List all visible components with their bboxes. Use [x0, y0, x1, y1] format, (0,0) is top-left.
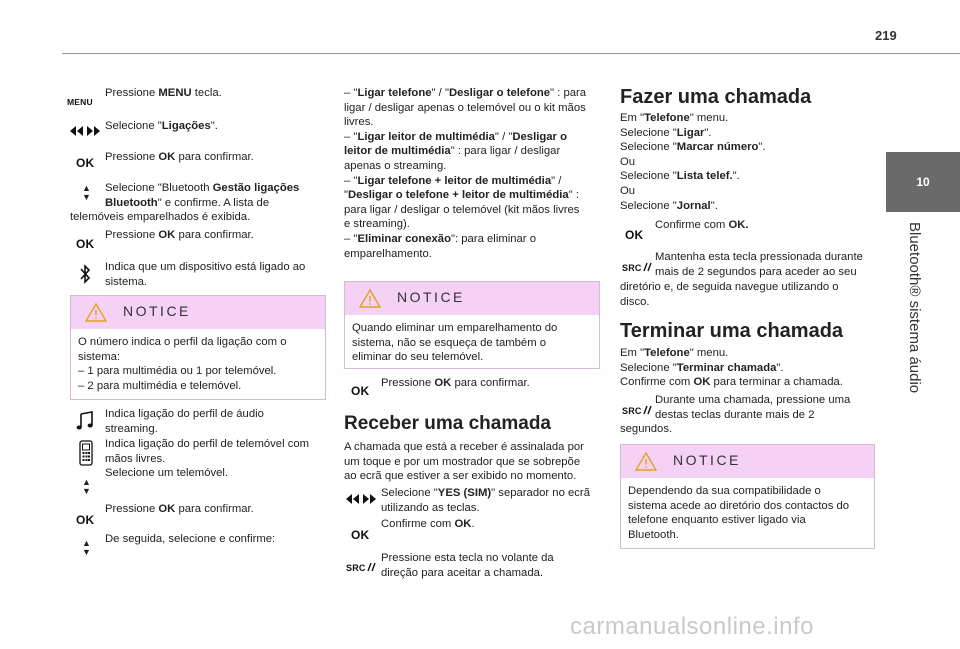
- receive-steering-key: Pressione esta tecla no volante da direção para aceitar a chamada.: [381, 552, 554, 579]
- receive-confirm: Confirme com OK.: [381, 518, 475, 530]
- ok-key-icon: OK: [76, 237, 95, 251]
- end-call-steps: Em "Telefone" menu. Selecione "Terminar chamada". Confirme com OK para terminar a chamada.: [620, 347, 843, 389]
- warning-icon: [359, 288, 381, 308]
- bluetooth-connected-note: Indica que um dispositivo está ligado ao sistema.: [105, 261, 306, 288]
- make-call-directory-hint: Mantenha esta tecla pressionada durante mais de 2 segundos para aceder ao seu: [655, 251, 863, 278]
- notice-label: NOTICE: [123, 303, 191, 319]
- step-confirm-2: Pressione OK para confirmar.: [105, 229, 254, 241]
- phone-icon: [79, 440, 93, 466]
- receive-call-heading: Receber uma chamada: [344, 413, 551, 434]
- audio-streaming-profile-note: Indica ligação do perfil de áudio streaming.: [105, 408, 264, 435]
- step-bluetooth-list-text: telemóveis emparelhados é exibida.: [70, 211, 251, 223]
- arrow-keys-icon: [346, 493, 376, 505]
- up-down-icon: ▲ ▼: [82, 477, 91, 496]
- src-key-icon: SRC: [622, 261, 652, 276]
- chapter-title: Bluetooth® sistema áudio: [906, 222, 923, 394]
- src-key-icon: SRC: [346, 561, 376, 576]
- step-confirm-3: Pressione OK para confirmar.: [105, 503, 254, 515]
- notice-label: NOTICE: [673, 452, 741, 468]
- step-select-ligacoes: Selecione "Ligações".: [105, 120, 218, 132]
- make-call-directory-hint-cont: diretório e, de seguida navegue utilizando o disco.: [620, 281, 839, 308]
- receive-select-yes: Selecione "YES (SIM)" separador no ecrã utilizando as teclas.: [381, 487, 590, 514]
- end-call-heading: Terminar uma chamada: [620, 320, 844, 342]
- ok-key-icon: OK: [76, 513, 95, 527]
- bluetooth-icon: [79, 263, 91, 285]
- make-call-confirm: Confirme com OK.: [655, 219, 749, 231]
- ok-key-icon: OK: [76, 156, 95, 170]
- step-confirm-1: Pressione OK para confirmar.: [105, 151, 254, 163]
- notice-box-3: [620, 444, 875, 549]
- header-divider: [62, 53, 960, 54]
- step-select-confirm: De seguida, selecione e confirme:: [105, 533, 276, 545]
- end-call-key-hint-cont: segundos.: [620, 423, 673, 435]
- menu-key-icon: MENU: [67, 97, 93, 107]
- page-number: 219: [875, 28, 897, 43]
- music-note-icon: [76, 411, 94, 431]
- make-call-steps: Em "Telefone" menu. Selecione "Ligar". Selecione "Marcar número". Ou Selecione "Lista telef.". Ou Selecione "Jornal".: [620, 112, 766, 212]
- options-list: – "Ligar telefone" / "Desligar o telefone" : para ligar / desligar apenas o telemóvel ou o kit mãos livres. – "Ligar leitor de multimédia" / "Desligar o leitor de multimédia" : para ligar / desligar apenas o streaming. – "Ligar telefone + leitor de multimédia" / "Desligar o telefone + leitor de multimédia" : para ligar / desligar o telemóvel (kit mãos livres e streaming). – "Eliminar conexão": para eliminar o emparelhamento.: [344, 87, 587, 260]
- notice-box-1: [70, 295, 326, 400]
- notice-box-2: [344, 281, 600, 369]
- chapter-tab[interactable]: [886, 152, 960, 212]
- notice-header: [71, 296, 325, 329]
- chapter-number: 10: [916, 174, 930, 189]
- notice-body: Dependendo da sua compatibilidade o sistema acede ao diretório dos contactos do telefone enquanto estiver ligado via Bluetooth.: [628, 485, 850, 541]
- handsfree-profile-note: Indica ligação do perfil de telemóvel com mãos livres. Selecione um telemóvel.: [105, 438, 310, 480]
- src-key-icon: SRC: [622, 404, 652, 419]
- notice-header: [621, 445, 874, 478]
- warning-icon: [635, 451, 657, 471]
- watermark: carmanualsonline.info: [570, 613, 814, 640]
- receive-call-intro: A chamada que está a receber é assinalada por um toque e por um mostrador que se sobrepõe ao ecrã que estiver a ser exibido no momento.: [344, 441, 584, 483]
- notice-body: O número indica o perfil da ligação com o sistema: – 1 para multimédia ou 1 por telemóvel. – 2 para multimédia e telemóvel.: [78, 336, 287, 392]
- ok-key-icon: OK: [351, 528, 370, 542]
- ok-key-icon: OK: [625, 228, 644, 242]
- notice-header: [345, 282, 599, 315]
- up-down-icon: ▲ ▼: [82, 538, 91, 557]
- up-down-icon: ▲ ▼: [82, 183, 91, 202]
- arrow-keys-icon: [70, 125, 100, 137]
- ok-key-icon: OK: [351, 384, 370, 398]
- warning-icon: [85, 302, 107, 322]
- end-call-key-hint: Durante uma chamada, pressione uma destas teclas durante mais de 2: [655, 394, 851, 421]
- make-call-heading: Fazer uma chamada: [620, 86, 812, 108]
- notice-label: NOTICE: [397, 289, 465, 305]
- step-bluetooth-management: Selecione "Bluetooth Gestão ligações Bluetooth" e confirme. A lista de: [105, 182, 300, 209]
- notice-body: Quando eliminar um emparelhamento do sistema, não se esqueça de também o eliminar do seu telemóvel.: [352, 322, 558, 364]
- step-menu: Pressione MENU tecla.: [105, 87, 222, 99]
- step-confirm-4: Pressione OK para confirmar.: [381, 377, 530, 389]
